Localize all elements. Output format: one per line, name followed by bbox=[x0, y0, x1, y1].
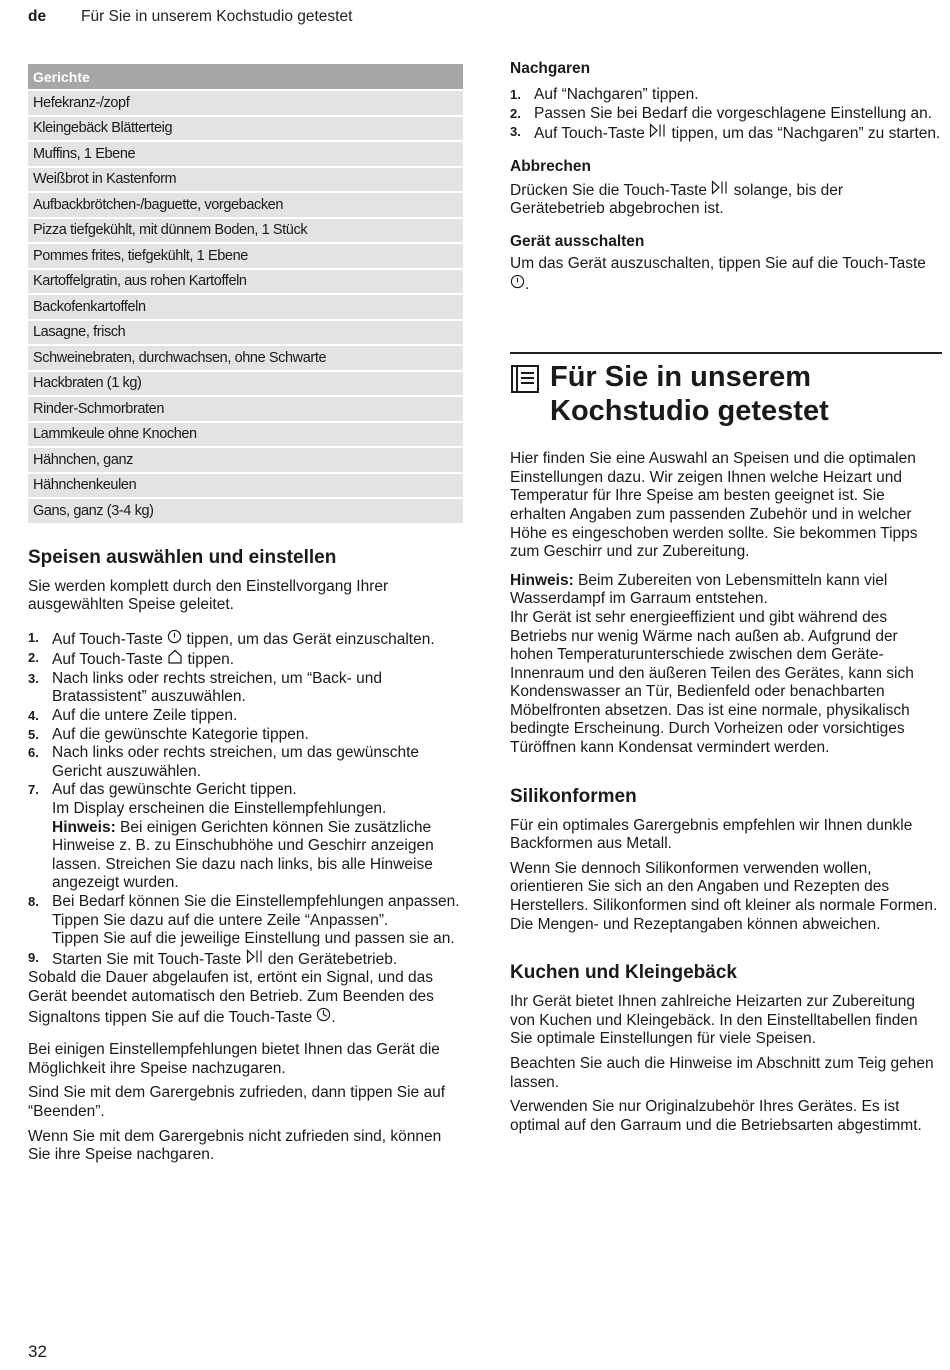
paragraph-nachgaren-option: Bei einigen Einstellempfehlungen bietet Ihnen das Gerät die Möglichkeit ihre Speise nachzugaren. bbox=[28, 1041, 440, 1077]
dish-cell: Backofenkartoffeln bbox=[28, 294, 463, 320]
table-row bbox=[28, 141, 463, 167]
section-divider bbox=[510, 352, 942, 354]
dish-cell: Gans, ganz (3-4 kg) bbox=[28, 498, 463, 523]
right-column bbox=[510, 60, 942, 1141]
table-row bbox=[28, 371, 463, 397]
step-8: 8. Bei Bedarf können Sie die Einstellempfehlungen anpassen. Tippen Sie dazu auf die untere Zeile “Anpassen”. Tippen Sie auf die jeweilige Einstellung und passen sie an. bbox=[28, 893, 460, 948]
silikon-p2: Wenn Sie dennoch Silikonformen verwenden wollen, orientieren Sie sich an den Angaben und Rezepten des Herstellers. Silikonformen sind oft kleiner als normale Formen. Die Mengen- und Rezeptangaben können abweichen. bbox=[510, 859, 938, 933]
dish-cell: Muffins, 1 Ebene bbox=[28, 141, 463, 167]
section-heading-select: Speisen auswählen und einstellen bbox=[28, 546, 337, 568]
step-3: 3. Nach links oder rechts streichen, um “Back- und Bratassistent” auszuwählen. bbox=[28, 669, 382, 706]
table-row bbox=[28, 320, 463, 346]
end-signal-text: Sobald die Dauer abgelaufen ist, ertönt ein Signal, und das Gerät beendet automatisch den Betrieb. Zum Beenden des Signaltons tippen Sie auf die Touch-Taste . bbox=[28, 969, 434, 1026]
start-stop-icon bbox=[649, 123, 667, 144]
kuchen-p1: Ihr Gerät bietet Ihnen zahlreiche Heizarten zur Zubereitung von Kuchen und Kleingebäck. In den Einstelltabellen finden Sie optimale Einstellungen für viele Speisen. bbox=[510, 993, 918, 1048]
step-7: 7. Auf das gewünschte Gericht tippen. Im Display erscheinen die Einstellempfehlungen. Hinweis: Bei einigen Gerichten können Sie zusätzliche Hinweise z. B. zu Einschubhöhe und Geschirr anzeigen lassen. Streichen Sie dazu nach links, bis alle Hinweise angezeigt wurden. bbox=[28, 781, 434, 892]
table-row bbox=[28, 447, 463, 473]
dish-cell: Rinder-Schmorbraten bbox=[28, 396, 463, 422]
nachgaren-step-1: 1. Auf “Nachgaren” tippen. bbox=[510, 86, 699, 103]
book-icon bbox=[510, 364, 540, 394]
table-row bbox=[28, 269, 463, 295]
main-section-header bbox=[510, 360, 942, 428]
abbrechen-heading: Abbrechen bbox=[510, 157, 591, 175]
nachgaren-step-3: 3. Auf Touch-Taste tippen, um das “Nachgaren” zu starten. bbox=[510, 124, 941, 143]
start-stop-icon bbox=[711, 180, 729, 201]
table-row bbox=[28, 192, 463, 218]
left-column bbox=[28, 64, 464, 1171]
main-intro: Hier finden Sie eine Auswahl an Speisen und die optimalen Einstellungen dazu. Wir zeigen Ihnen welche Heizart und Temperatur für Ihre Speise am besten geeignet ist. Sie erhalten Angaben zum passenden Zubehör und in welcher Höhe es eingeschoben werden sollte. Sie bekommen Tipps zum Geschirr und zur Zubereitung. bbox=[510, 450, 918, 561]
dish-cell: Kartoffelgratin, aus rohen Kartoffeln bbox=[28, 269, 463, 295]
hint-label: Hinweis: bbox=[510, 571, 574, 589]
nachgaren-step-2: 2. Passen Sie bei Bedarf die vorgeschlagene Einstellung an. bbox=[510, 104, 933, 122]
step-5: 5. Auf die gewünschte Kategorie tippen. bbox=[28, 725, 309, 743]
dish-cell: Hackbraten (1 kg) bbox=[28, 371, 463, 397]
table-row bbox=[28, 498, 463, 523]
step-9: 9. Starten Sie mit Touch-Taste den Gerätebetrieb. bbox=[28, 949, 398, 968]
intro-text: Sie werden komplett durch den Einstellvorgang Ihrer ausgewählten Speise geleitet. bbox=[28, 577, 389, 614]
table-row bbox=[28, 167, 463, 193]
power-icon bbox=[167, 629, 182, 650]
main-section-title: Für Sie in unserem Kochstudio getestet bbox=[550, 361, 829, 428]
dishes-table bbox=[28, 64, 463, 523]
home-icon bbox=[167, 649, 183, 670]
table-row bbox=[28, 294, 463, 320]
power-icon bbox=[510, 274, 525, 295]
table-row bbox=[28, 243, 463, 269]
table-row bbox=[28, 396, 463, 422]
nachgaren-heading: Nachgaren bbox=[510, 60, 591, 77]
dish-cell: Lasagne, frisch bbox=[28, 320, 463, 346]
timer-icon bbox=[316, 1007, 331, 1028]
dish-cell: Pommes frites, tiefgekühlt, 1 Ebene bbox=[28, 243, 463, 269]
hint-label: Hinweis: bbox=[52, 818, 116, 836]
dish-cell: Lammkeule ohne Knochen bbox=[28, 422, 463, 448]
hint-paragraph: Hinweis: Beim Zubereiten von Lebensmitteln kann viel Wasserdampf im Garraum entstehen. bbox=[510, 571, 888, 608]
abbrechen-text: Drücken Sie die Touch-Taste solange, bis der Gerätebetrieb abgebrochen ist. bbox=[510, 181, 844, 218]
silikon-heading: Silikonformen bbox=[510, 785, 637, 807]
kuchen-heading: Kuchen und Kleingebäck bbox=[510, 962, 737, 984]
steps-list bbox=[28, 629, 464, 970]
step-1: 1. Auf Touch-Taste tippen, um das Gerät einzuschalten. bbox=[28, 629, 435, 648]
table-row bbox=[28, 116, 463, 142]
step-4: 4. Auf die untere Zeile tippen. bbox=[28, 707, 238, 725]
hint-continued: Ihr Gerät ist sehr energieeffizient und gibt während des Betriebs nur wenig Wärme nach außen ab. Aufgrund der hohen Temperaturunterschiede zwischen dem Geräte-Innenraum und den äußeren Teilen des Gerätes, kann sich Kondenswasser an Tür, Bedienfeld oder benachbarten Möbelfronten absetzen. Das ist eine normale, physikalisch bedingte Erscheinung. Durch Vorheizen oder vorsichtiges Türöffnen kann Kondensat vermindert werden. bbox=[510, 608, 914, 757]
table-row bbox=[28, 218, 463, 244]
dish-cell: Kleingebäck Blätterteig bbox=[28, 116, 463, 142]
dish-cell: Pizza tiefgekühlt, mit dünnem Boden, 1 Stück bbox=[28, 218, 463, 244]
page-number: 32 bbox=[28, 1342, 47, 1361]
dishes-table-header: Gerichte bbox=[28, 64, 463, 90]
kuchen-p2: Beachten Sie auch die Hinweise im Abschnitt zum Teig gehen lassen. bbox=[510, 1055, 934, 1091]
table-row bbox=[28, 473, 463, 499]
paragraph-nachgaren: Wenn Sie mit dem Garergebnis nicht zufrieden sind, können Sie ihre Speise nachgaren. bbox=[28, 1127, 442, 1164]
start-stop-icon bbox=[246, 949, 264, 970]
table-row bbox=[28, 90, 463, 116]
table-row bbox=[28, 422, 463, 448]
dish-cell: Hähnchen, ganz bbox=[28, 447, 463, 473]
ausschalten-heading: Gerät ausschalten bbox=[510, 232, 645, 250]
page-header bbox=[28, 8, 352, 26]
silikon-p1: Für ein optimales Garergebnis empfehlen wir Ihnen dunkle Backformen aus Metall. bbox=[510, 816, 913, 853]
table-row bbox=[28, 345, 463, 371]
dish-cell: Hefekranz-/zopf bbox=[28, 90, 463, 116]
kuchen-p3: Verwenden Sie nur Originalzubehör Ihres Gerätes. Es ist optimal auf den Garraum und die Betriebsarten abgestimmt. bbox=[510, 1098, 922, 1134]
dish-cell: Weißbrot in Kastenform bbox=[28, 167, 463, 193]
dish-cell: Hähnchenkeulen bbox=[28, 473, 463, 499]
paragraph-beenden: Sind Sie mit dem Garergebnis zufrieden, dann tippen Sie auf “Beenden”. bbox=[28, 1084, 446, 1120]
nachgaren-steps bbox=[510, 86, 942, 144]
ausschalten-text: Um das Gerät auszuschalten, tippen Sie auf die Touch-Taste . bbox=[510, 254, 926, 293]
step-6: 6. Nach links oder rechts streichen, um das gewünschte Gericht auszuwählen. bbox=[28, 744, 420, 780]
language-code: de bbox=[28, 8, 47, 25]
dish-cell: Aufbackbrötchen-/baguette, vorgebacken bbox=[28, 192, 463, 218]
dish-cell: Schweinebraten, durchwachsen, ohne Schwarte bbox=[28, 345, 463, 371]
step-2: 2. Auf Touch-Taste tippen. bbox=[28, 650, 235, 669]
header-title: Für Sie in unserem Kochstudio getestet bbox=[81, 8, 353, 25]
